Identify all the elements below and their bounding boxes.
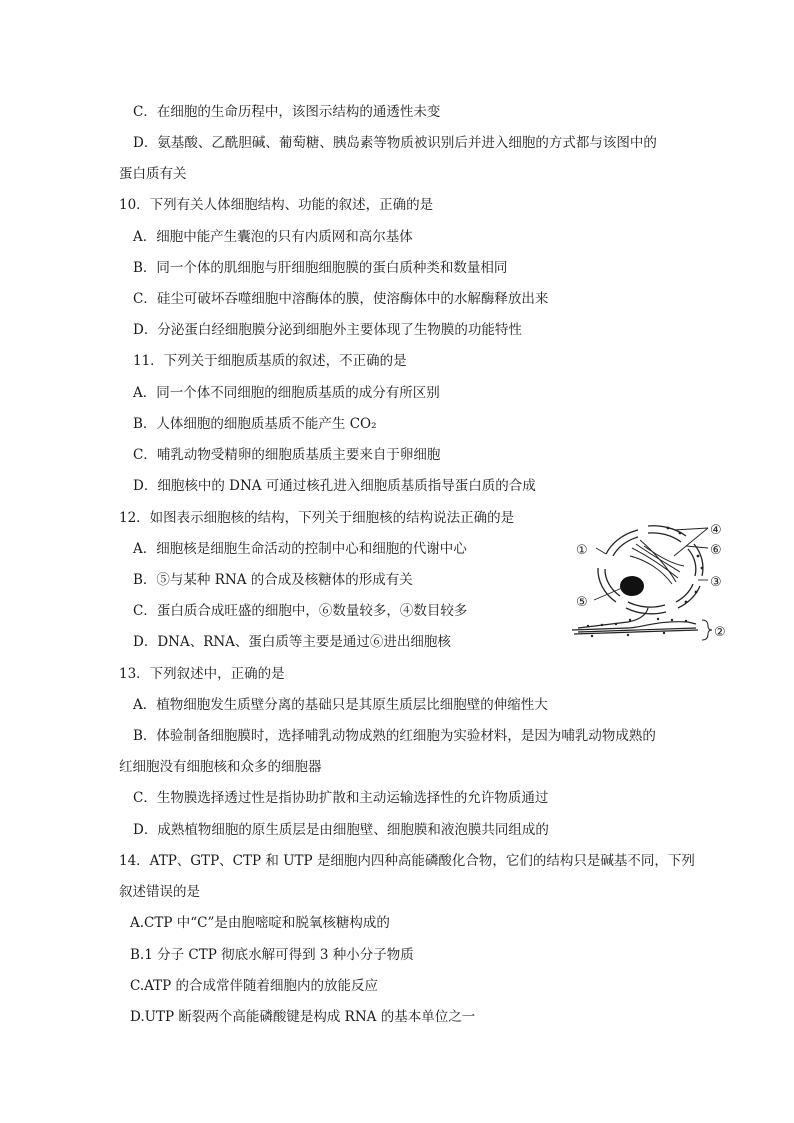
option-13d: D．成熟植物细胞的原生质层是由细胞壁、细胞膜和液泡膜共同组成的	[133, 822, 549, 838]
label-5: ⑤	[576, 595, 588, 610]
option-10d: D．分泌蛋白经细胞膜分泌到细胞外主要体现了生物膜的功能特性	[133, 322, 522, 338]
option-12d: D．DNA、RNA、蛋白质等主要是通过⑥进出细胞核	[133, 634, 451, 650]
option-9d: D．氨基酸、乙酰胆碱、葡萄糖、胰岛素等物质被识别后并进入细胞的方式都与该图中的	[133, 135, 657, 151]
question-10: 10．下列有关人体细胞结构、功能的叙述，正确的是	[119, 197, 434, 213]
option-10c: C．硅尘可破坏吞噬细胞中溶酶体的膜，使溶酶体中的水解酶释放出来	[133, 291, 549, 307]
option-10a: A．细胞中能产生囊泡的只有内质网和高尔基体	[133, 229, 413, 245]
option-11c: C．哺乳动物受精卵的细胞质基质主要来自于卵细胞	[133, 447, 441, 463]
option-13b: B．体验制备细胞膜时，选择哺乳动物成熟的红细胞为实验材料，是因为哺乳动物成熟的	[133, 728, 656, 744]
option-13b-cont: 红细胞没有细胞核和众多的细胞器	[119, 759, 322, 775]
option-9d-cont: 蛋白质有关	[119, 166, 187, 182]
question-12: 12．如图表示细胞核的结构，下列关于细胞核的结构说法正确的是	[119, 510, 515, 526]
question-13: 13．下列叙述中，正确的是	[119, 666, 285, 682]
option-11a: A．同一个体不同细胞的细胞质基质的成分有所区别	[133, 385, 440, 401]
option-12a: A．细胞核是细胞生命活动的控制中心和细胞的代谢中心	[133, 541, 467, 557]
nucleus-diagram-svg	[568, 516, 738, 646]
option-14c: C.ATP 的合成常伴随着细胞内的放能反应	[130, 978, 379, 994]
label-1: ①	[576, 543, 588, 558]
option-12c: C．蛋白质合成旺盛的细胞中，⑥数量较多，④数目较多	[133, 603, 468, 619]
option-10b: B．同一个体的肌细胞与肝细胞细胞膜的蛋白质种类和数量相同	[133, 260, 508, 276]
label-6: ⑥	[710, 543, 722, 558]
option-11b: B．人体细胞的细胞质基质不能产生 CO₂	[133, 416, 377, 432]
option-13a: A．植物细胞发生质壁分离的基础只是其原生质层比细胞壁的伸缩性大	[133, 697, 548, 713]
question-14-cont: 叙述错误的是	[119, 884, 200, 900]
brace	[702, 620, 712, 640]
option-14d: D.UTP 断裂两个高能磷酸键是构成 RNA 的基本单位之一	[130, 1009, 476, 1025]
nuclear-envelope	[598, 526, 703, 614]
question-14: 14．ATP、GTP、CTP 和 UTP 是细胞内四种高能磷酸化合物，它们的结构只是碱基不同，下列	[119, 853, 695, 869]
option-13c: C．生物膜选择透过性是指协助扩散和主动运输选择性的允许物质通过	[133, 790, 549, 806]
nucleolus	[620, 576, 644, 596]
ribosome-dots	[667, 527, 704, 604]
nucleus-diagram	[568, 516, 738, 646]
option-9c: C．在细胞的生命历程中，该图示结构的通透性未变	[133, 104, 441, 120]
option-11d: D．细胞核中的 DNA 可通过核孔进入细胞质基质指导蛋白质的合成	[133, 478, 536, 494]
question-11: 11．下列关于细胞质基质的叙述，不正确的是	[133, 353, 407, 369]
option-12b: B．⑤与某种 RNA 的合成及核糖体的形成有关	[133, 572, 413, 588]
option-14a: A.CTP 中“C”是由胞嘧啶和脱氧核糖构成的	[130, 915, 390, 931]
option-14b: B.1 分子 CTP 彻底水解可得到 3 种小分子物质	[130, 947, 414, 963]
label-3: ③	[710, 575, 722, 590]
label-2: ②	[714, 625, 726, 640]
label-4: ④	[710, 523, 722, 538]
